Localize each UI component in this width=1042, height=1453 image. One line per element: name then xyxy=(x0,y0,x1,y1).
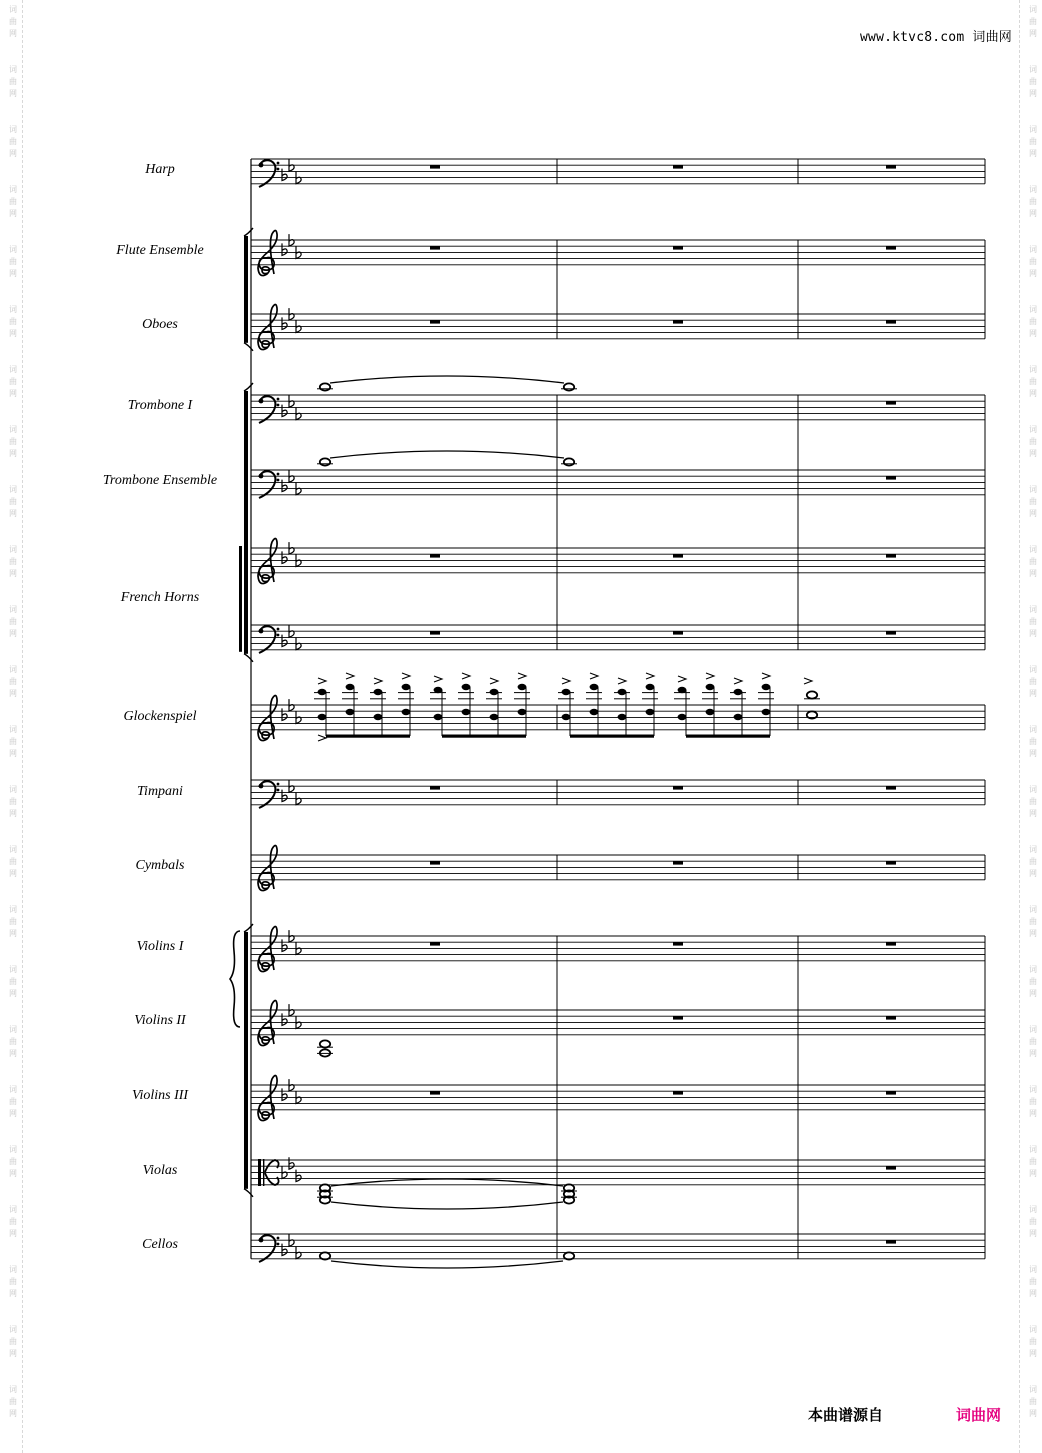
watermark-glyph: 词 曲 网 xyxy=(9,545,17,578)
label-timpani: Timpani xyxy=(137,784,183,799)
strings-bracket-top-hook xyxy=(244,924,253,932)
bass-clef-dot xyxy=(259,163,264,168)
whole-rest xyxy=(886,786,896,789)
watermark-glyph: 词 曲 网 xyxy=(9,1205,17,1238)
accent-mark xyxy=(434,676,442,682)
whole-rest xyxy=(886,476,896,479)
flat-accidental xyxy=(289,699,294,711)
flat-accidental xyxy=(296,1247,301,1259)
watermark-glyph: 词 曲 网 xyxy=(1029,1205,1037,1238)
tie-arc xyxy=(331,1202,563,1209)
watermark-glyph: 词 曲 网 xyxy=(9,725,17,758)
accent-mark xyxy=(518,673,526,679)
flat-accidental xyxy=(289,625,294,637)
flat-accidental xyxy=(289,1234,294,1246)
watermark-glyph: 词 曲 网 xyxy=(1029,1085,1037,1118)
glock-notehead xyxy=(590,684,599,690)
flat-accidental xyxy=(289,234,294,246)
watermark-glyph: 词 曲 网 xyxy=(1029,125,1037,158)
bass-clef-dot xyxy=(277,168,280,171)
accent-mark xyxy=(734,678,742,684)
whole-rest xyxy=(886,1166,896,1169)
accent-mark xyxy=(646,673,654,679)
watermark-glyph: 词 曲 网 xyxy=(9,1145,17,1178)
accent-mark xyxy=(804,678,812,684)
whole-rest xyxy=(430,942,440,945)
whole-note xyxy=(807,691,817,698)
accent-mark xyxy=(346,673,354,679)
watermark-glyph: 词 曲 网 xyxy=(1029,905,1037,938)
label-cellos: Cellos xyxy=(142,1237,178,1252)
bass-clef-dot xyxy=(277,162,280,165)
whole-rest xyxy=(430,786,440,789)
glock-notehead xyxy=(434,714,443,720)
label-trombone-i: Trombone I xyxy=(127,398,193,413)
watermark-glyph: 词 曲 网 xyxy=(9,425,17,458)
bass-clef-dot xyxy=(277,1237,280,1240)
treble-clef xyxy=(258,696,277,741)
watermark-glyph: 词 曲 网 xyxy=(1029,605,1037,638)
glock-notehead xyxy=(374,689,383,695)
flat-accidental xyxy=(296,555,301,567)
whole-note xyxy=(564,458,574,465)
label-violins-ii: Violins II xyxy=(134,1013,186,1028)
alto-clef-bar xyxy=(263,1159,264,1186)
watermark-glyph: 词 曲 网 xyxy=(9,665,17,698)
flat-accidental xyxy=(289,780,294,792)
flat-accidental xyxy=(289,930,294,942)
whole-rest xyxy=(886,554,896,557)
tie-arc xyxy=(330,376,564,383)
label-oboes: Oboes xyxy=(142,317,178,332)
whole-rest xyxy=(886,1091,896,1094)
flat-accidental xyxy=(282,317,287,329)
glock-notehead xyxy=(646,709,655,715)
bass-clef-dot xyxy=(277,783,280,786)
glock-notehead xyxy=(346,709,355,715)
watermark-glyph: 词 曲 网 xyxy=(9,65,17,98)
treble-clef xyxy=(258,927,277,972)
treble-clef xyxy=(258,1001,277,1046)
glock-notehead xyxy=(402,709,411,715)
woodwind-bracket xyxy=(244,236,248,343)
flat-accidental xyxy=(282,480,287,492)
accent-mark xyxy=(374,678,382,684)
flat-accidental xyxy=(289,470,294,482)
glock-notehead xyxy=(562,714,571,720)
bass-clef-dot xyxy=(277,479,280,482)
watermark-glyph: 词 曲 网 xyxy=(1029,785,1037,818)
watermark-glyph: 词 曲 网 xyxy=(9,365,17,398)
whole-rest xyxy=(673,861,683,864)
whole-rest xyxy=(886,165,896,168)
glock-notehead xyxy=(462,709,471,715)
label-violins-iii: Violins III xyxy=(131,1088,189,1103)
whole-rest xyxy=(673,165,683,168)
treble-clef xyxy=(258,231,277,276)
flat-accidental xyxy=(282,939,287,951)
label-cymbals: Cymbals xyxy=(135,858,185,873)
flat-accidental xyxy=(296,172,301,184)
label-trombone-ensemble: Trombone Ensemble xyxy=(102,473,218,488)
brass-bracket xyxy=(244,391,248,654)
watermark-glyph: 词 曲 网 xyxy=(9,125,17,158)
woodwind-bracket-top-hook xyxy=(244,228,253,236)
glock-notehead xyxy=(706,709,715,715)
watermark-glyph: 词 曲 网 xyxy=(1029,5,1037,38)
whole-rest xyxy=(430,631,440,634)
flat-accidental xyxy=(296,408,301,420)
glock-notehead xyxy=(490,689,499,695)
treble-clef xyxy=(258,539,277,584)
whole-rest xyxy=(886,1016,896,1019)
whole-rest xyxy=(673,320,683,323)
flat-accidental xyxy=(296,943,301,955)
brass-bracket-bottom-hook xyxy=(244,654,253,662)
flat-accidental xyxy=(296,321,301,333)
whole-rest xyxy=(673,631,683,634)
whole-note xyxy=(320,458,330,465)
accent-mark xyxy=(318,735,326,741)
glock-notehead xyxy=(374,714,383,720)
watermark-glyph: 词 曲 网 xyxy=(9,845,17,878)
watermark-glyph: 词 曲 网 xyxy=(1029,725,1037,758)
watermark-glyph: 词 曲 网 xyxy=(9,1025,17,1058)
glock-beam xyxy=(326,735,410,738)
flat-accidental xyxy=(296,483,301,495)
strings-bracket-bottom-hook xyxy=(244,1189,253,1197)
flat-accidental xyxy=(282,405,287,417)
bass-clef-dot xyxy=(259,1238,264,1243)
bass-clef-dot xyxy=(277,628,280,631)
whole-rest xyxy=(430,165,440,168)
brass-bracket-top-hook xyxy=(244,383,253,391)
watermark-glyph: 词 曲 网 xyxy=(9,185,17,218)
watermark-glyph: 词 曲 网 xyxy=(1029,65,1037,98)
tie-arc xyxy=(331,1261,563,1268)
flat-accidental xyxy=(296,638,301,650)
watermark-glyph: 词 曲 网 xyxy=(9,1085,17,1118)
watermark-glyph: 词 曲 网 xyxy=(1029,1025,1037,1058)
glock-notehead xyxy=(590,709,599,715)
watermark-glyph: 词 曲 网 xyxy=(1029,845,1037,878)
glock-notehead xyxy=(762,709,771,715)
bass-clef-dot xyxy=(259,474,264,479)
bass-clef-dot xyxy=(277,789,280,792)
whole-rest xyxy=(886,631,896,634)
watermark-glyph: 词 曲 网 xyxy=(9,1265,17,1298)
whole-rest xyxy=(886,246,896,249)
label-french-horns: French Horns xyxy=(120,590,200,605)
glock-notehead xyxy=(518,684,527,690)
watermark-glyph: 词 曲 网 xyxy=(1029,965,1037,998)
flat-accidental xyxy=(296,247,301,259)
whole-rest xyxy=(673,1016,683,1019)
accent-mark xyxy=(706,673,714,679)
bass-clef-dot xyxy=(277,1243,280,1246)
glock-notehead xyxy=(490,714,499,720)
watermark-glyph: 词 曲 网 xyxy=(1029,365,1037,398)
flat-accidental xyxy=(282,169,287,181)
glock-notehead xyxy=(706,684,715,690)
woodwind-bracket-bottom-hook xyxy=(244,343,253,351)
accent-mark xyxy=(402,673,410,679)
flat-accidental xyxy=(282,1088,287,1100)
footer-credit: 本曲谱源自 xyxy=(808,1406,884,1424)
flat-accidental xyxy=(282,790,287,802)
watermark-glyph: 词 曲 网 xyxy=(1029,545,1037,578)
glock-notehead xyxy=(318,689,327,695)
whole-rest xyxy=(430,246,440,249)
glock-notehead xyxy=(618,714,627,720)
glock-beam xyxy=(686,735,770,738)
violin-brace xyxy=(230,931,240,1027)
flat-accidental xyxy=(296,712,301,724)
alto-clef-bar xyxy=(258,1159,261,1186)
whole-rest xyxy=(886,320,896,323)
treble-clef xyxy=(258,846,277,891)
glock-notehead xyxy=(562,689,571,695)
glock-notehead xyxy=(678,714,687,720)
whole-rest xyxy=(673,1091,683,1094)
whole-rest xyxy=(886,942,896,945)
accent-mark xyxy=(562,678,570,684)
accent-mark xyxy=(318,678,326,684)
flat-accidental xyxy=(289,1004,294,1016)
whole-rest xyxy=(886,401,896,404)
watermark-glyph: 词 曲 网 xyxy=(1029,1385,1037,1418)
bass-clef-dot xyxy=(259,629,264,634)
accent-mark xyxy=(462,673,470,679)
glock-notehead xyxy=(462,684,471,690)
whole-rest xyxy=(673,786,683,789)
whole-rest xyxy=(886,1240,896,1243)
glock-notehead xyxy=(734,689,743,695)
flat-accidental xyxy=(296,1017,301,1029)
flat-accidental xyxy=(289,395,294,407)
site-url[interactable]: www.ktvc8.com 词曲网 xyxy=(860,30,1012,45)
glock-beam xyxy=(570,735,654,738)
flat-accidental xyxy=(289,308,294,320)
label-violas: Violas xyxy=(142,1163,178,1178)
flat-accidental xyxy=(289,1157,294,1169)
watermark-glyph: 词 曲 网 xyxy=(1029,185,1037,218)
glock-notehead xyxy=(318,714,327,720)
whole-note xyxy=(320,1040,330,1047)
glock-beam xyxy=(442,735,526,738)
watermark-glyph: 词 曲 网 xyxy=(9,1325,17,1358)
accent-mark xyxy=(762,673,770,679)
accent-mark xyxy=(618,678,626,684)
whole-rest xyxy=(673,942,683,945)
flat-accidental xyxy=(289,542,294,554)
watermark-glyph: 词 曲 网 xyxy=(9,245,17,278)
glock-notehead xyxy=(518,709,527,715)
bass-clef-dot xyxy=(277,398,280,401)
watermark-glyph: 词 曲 网 xyxy=(1029,1145,1037,1178)
flat-accidental xyxy=(282,551,287,563)
bass-clef-dot xyxy=(259,784,264,789)
glock-notehead xyxy=(646,684,655,690)
watermark-glyph: 词 曲 网 xyxy=(9,785,17,818)
bass-clef-dot xyxy=(277,634,280,637)
accent-mark xyxy=(590,673,598,679)
watermark-glyph: 词 曲 网 xyxy=(9,605,17,638)
whole-note xyxy=(320,383,330,390)
flat-accidental xyxy=(282,1167,287,1179)
flat-accidental xyxy=(282,708,287,720)
footer-brand[interactable]: 词曲网 xyxy=(956,1406,1002,1424)
accent-mark xyxy=(490,678,498,684)
whole-rest xyxy=(673,246,683,249)
label-glockenspiel: Glockenspiel xyxy=(123,709,197,724)
flat-accidental xyxy=(289,1079,294,1091)
watermark-glyph: 词 曲 网 xyxy=(9,305,17,338)
flat-accidental xyxy=(282,635,287,647)
flat-accidental xyxy=(282,1244,287,1256)
whole-rest xyxy=(430,320,440,323)
watermark-glyph: 词 曲 网 xyxy=(9,1385,17,1418)
label-violins-i: Violins I xyxy=(136,939,184,954)
tie-arc xyxy=(330,451,564,458)
glock-notehead xyxy=(402,684,411,690)
glock-notehead xyxy=(734,714,743,720)
flat-accidental xyxy=(289,159,294,171)
flat-accidental xyxy=(282,243,287,255)
bass-clef-dot xyxy=(277,473,280,476)
flat-accidental xyxy=(296,1092,301,1104)
watermark-glyph: 词 曲 网 xyxy=(1029,1325,1037,1358)
flat-accidental xyxy=(282,1013,287,1025)
whole-note xyxy=(564,383,574,390)
flat-accidental xyxy=(296,793,301,805)
watermark-glyph: 词 曲 网 xyxy=(1029,665,1037,698)
glock-notehead xyxy=(346,684,355,690)
watermark-glyph: 词 曲 网 xyxy=(1029,1265,1037,1298)
label-flute-ensemble: Flute Ensemble xyxy=(116,243,204,258)
label-harp: Harp xyxy=(145,162,175,177)
watermark-glyph: 词 曲 网 xyxy=(1029,425,1037,458)
glock-notehead xyxy=(618,689,627,695)
watermark-glyph: 词 曲 网 xyxy=(9,965,17,998)
watermark-glyph: 词 曲 网 xyxy=(1029,245,1037,278)
whole-rest xyxy=(886,861,896,864)
watermark-glyph: 词 曲 网 xyxy=(9,5,17,38)
whole-rest xyxy=(430,861,440,864)
whole-rest xyxy=(430,554,440,557)
bass-clef-dot xyxy=(259,399,264,404)
whole-rest xyxy=(673,554,683,557)
glock-notehead xyxy=(762,684,771,690)
bass-clef-dot xyxy=(277,404,280,407)
flat-accidental xyxy=(296,1170,301,1182)
watermark-glyph: 词 曲 网 xyxy=(1029,485,1037,518)
watermark-glyph: 词 曲 网 xyxy=(9,485,17,518)
treble-clef xyxy=(258,1076,277,1121)
horn-brace-bar xyxy=(239,546,242,652)
watermark-glyph: 词 曲 网 xyxy=(9,905,17,938)
treble-clef xyxy=(258,305,277,350)
strings-bracket xyxy=(244,932,248,1189)
accent-mark xyxy=(678,676,686,682)
whole-rest xyxy=(430,1091,440,1094)
watermark-glyph: 词 曲 网 xyxy=(1029,305,1037,338)
